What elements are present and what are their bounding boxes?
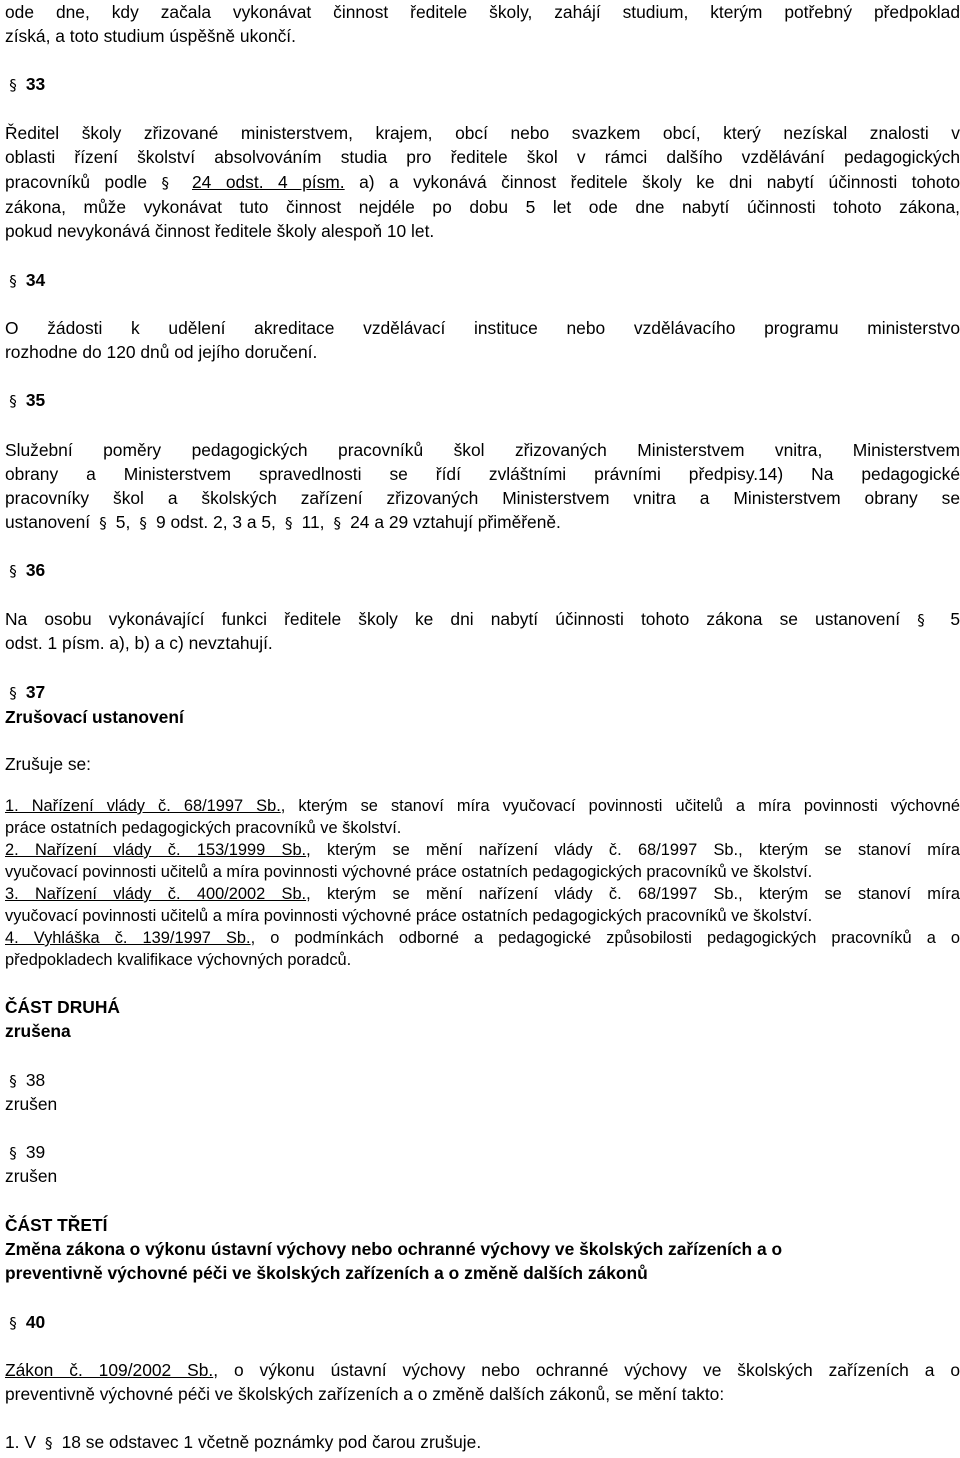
part-heading: ČÁST TŘETÍ (5, 1215, 108, 1235)
text-line: pracovníky škol a školských zařízení zřizovaných Ministerstvem vnitra a Ministerstvem obrany se (5, 488, 960, 508)
text-line: Zrušuje se: (5, 754, 92, 774)
section-heading-36 (5, 558, 960, 583)
text-line: O žádosti k udělení akreditace vzdělávací instituce nebo vzdělávacího programu ministerstvo (5, 318, 960, 338)
text-line: Služební poměry pedagogických pracovníků škol zřizovaných Ministerstvem vnitra, Ministerstvem (5, 440, 960, 460)
text-line: Ředitel školy zřizované ministerstvem, krajem, obcí nebo svazkem obcí, který nezískal znalosti v (5, 123, 960, 143)
list-item: 2. Nařízení vlády č. 153/1999 Sb., kterým se mění nařízení vlády č. 68/1997 Sb., kterým se stanoví míra (5, 841, 960, 859)
list-item: 4. Vyhláška č. 139/1997 Sb., o podmínkách odborné a pedagogické způsobilosti pedagogických pracovníků a o (5, 929, 960, 947)
section-sign-icon: § (139, 514, 147, 532)
part-heading: ČÁST DRUHÁ (5, 997, 120, 1017)
section-sign-icon: § (284, 514, 293, 532)
section-sign-icon: § (9, 76, 17, 94)
section-number: 36 (25, 560, 46, 580)
text-line: získá, a toto studium úspěšně ukončí. (5, 26, 296, 46)
law-reference-link[interactable]: 3. Nařízení vlády č. 400/2002 Sb. (5, 885, 307, 903)
law-reference-link[interactable]: 24 odst. 4 písm. (192, 172, 345, 192)
section-sign-icon: § (9, 392, 17, 410)
section-heading-39 (5, 1140, 960, 1165)
section-number: 34 (25, 270, 46, 290)
section-heading-34 (5, 268, 960, 293)
section-sign-icon: § (161, 174, 170, 192)
part-title: preventivně výchovné péči ve školských zařízeních a o změně dalších zákonů (5, 1263, 648, 1283)
law-reference-link[interactable]: Zákon č. 109/2002 Sb. (5, 1360, 214, 1380)
section-number: 35 (25, 390, 46, 410)
section-sign-icon: § (9, 684, 17, 702)
list-item-continuation: vyučovací povinnosti učitelů a míra povinnosti výchovné práce ostatních pedagogických pracovníků ve školství. (5, 863, 813, 881)
list-item-continuation: práce ostatních pedagogických pracovníků ve školství. (5, 819, 402, 837)
text-line: pokud nevykonává činnost ředitele školy alespoň 10 let. (5, 221, 435, 241)
list-item: 3. Nařízení vlády č. 400/2002 Sb., kterým se mění nařízení vlády č. 68/1997 Sb., kterým se stanoví míra (5, 885, 960, 903)
section-status: zrušen (5, 1094, 58, 1114)
section-number: 40 (25, 1312, 46, 1332)
text-line: zákona, může vykonávat tuto činnost nejdéle po dobu 5 let ode dne nabytí účinnosti tohoto zákona, (5, 197, 960, 217)
part-status: zrušena (5, 1021, 71, 1041)
text-line: ustanovení § 5, § 9 odst. 2, 3 a 5, § 11, § 24 a 29 vztahují přiměřeně. (5, 510, 960, 535)
section-heading-35 (5, 388, 960, 413)
text-line: 1. V § 18 se odstavec 1 včetně poznámky pod čarou zrušuje. (5, 1430, 960, 1455)
section-title: Zrušovací ustanovení (5, 707, 184, 727)
section-heading-37 (5, 680, 960, 705)
section-heading-33 (5, 72, 960, 97)
text-line: Zákon č. 109/2002 Sb., o výkonu ústavní výchovy nebo ochranné výchovy ve školských zařízeních a o (5, 1360, 960, 1380)
section-sign-icon: § (9, 1314, 17, 1332)
law-reference-link[interactable]: 4. Vyhláška č. 139/1997 Sb. (5, 929, 251, 947)
section-heading-40 (5, 1310, 960, 1335)
section-sign-icon: § (333, 514, 342, 532)
section-status: zrušen (5, 1166, 58, 1186)
section-sign-icon: § (9, 1144, 17, 1162)
section-sign-icon: § (45, 1434, 53, 1452)
text-line: pracovníků podle § 24 odst. 4 písm. a) a vykonává činnost ředitele školy ke dni nabytí účinnosti tohoto (5, 170, 960, 195)
section-number: 39 (25, 1142, 46, 1162)
text-line: rozhodne do 120 dnů od jejího doručení. (5, 342, 318, 362)
section-sign-icon: § (99, 514, 107, 532)
list-item: 1. Nařízení vlády č. 68/1997 Sb., kterým se stanoví míra vyučovací povinnosti učitelů a míra povinnosti výchovné (5, 797, 960, 815)
section-sign-icon: § (9, 272, 17, 290)
section-number: 37 (25, 682, 46, 702)
law-reference-link[interactable]: 1. Nařízení vlády č. 68/1997 Sb. (5, 797, 281, 815)
list-item-continuation: vyučovací povinnosti učitelů a míra povinnosti výchovné práce ostatních pedagogických pracovníků ve školství. (5, 907, 813, 925)
law-reference-link[interactable]: 2. Nařízení vlády č. 153/1999 Sb. (5, 841, 307, 859)
text-line: oblasti řízení školství absolvováním studia pro ředitele škol v rámci dalšího vzdělávání pedagogických (5, 147, 960, 167)
section-number: 33 (25, 74, 46, 94)
section-number: 38 (25, 1070, 46, 1090)
section-sign-icon: § (917, 611, 925, 629)
text-line: Na osobu vykonávající funkci ředitele školy ke dni nabytí účinnosti tohoto zákona se ustanovení § 5 (5, 607, 960, 632)
section-sign-icon: § (9, 562, 17, 580)
text-line: preventivně výchovné péči ve školských zařízeních a o změně dalších zákonů, se mění takto: (5, 1384, 725, 1404)
part-title: Změna zákona o výkonu ústavní výchovy nebo ochranné výchovy ve školských zařízeních a o (5, 1239, 783, 1259)
text-line: ode dne, kdy začala vykonávat činnost ředitele školy, zahájí studium, kterým potřebný předpoklad (5, 2, 960, 22)
text-line: obrany a Ministerstvem spravedlnosti se řídí zvláštními právními předpisy.14) Na pedagogické (5, 464, 960, 484)
list-item-continuation: předpokladech kvalifikace výchovných poradců. (5, 951, 352, 969)
text-line: odst. 1 písm. a), b) a c) nevztahují. (5, 633, 273, 653)
section-sign-icon: § (9, 1072, 17, 1090)
section-heading-38 (5, 1068, 960, 1093)
